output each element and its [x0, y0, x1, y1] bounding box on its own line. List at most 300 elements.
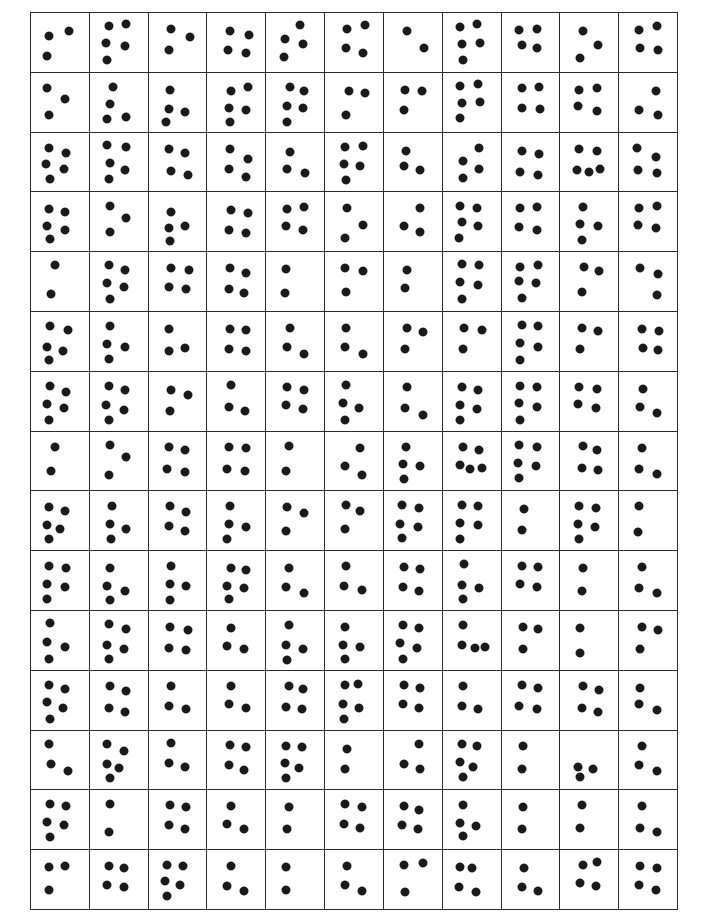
dot-marker	[105, 294, 114, 303]
dot-marker	[103, 55, 112, 64]
dot-marker	[575, 383, 584, 392]
dot-marker	[403, 266, 412, 275]
dot-marker	[518, 803, 527, 812]
dot-cell	[443, 551, 502, 611]
dot-marker	[476, 97, 485, 106]
dot-marker	[474, 280, 483, 289]
dot-cell	[325, 73, 384, 133]
dot-marker	[474, 705, 483, 714]
dot-cell	[619, 13, 678, 73]
dot-marker	[398, 700, 407, 709]
dot-marker	[635, 880, 644, 889]
dot-marker	[225, 26, 234, 35]
dot-cell	[619, 790, 678, 850]
dot-marker	[42, 159, 51, 168]
dot-marker	[651, 885, 660, 894]
dot-marker	[283, 656, 292, 665]
dot-marker	[652, 22, 661, 31]
dot-marker	[636, 645, 645, 654]
dot-cell	[266, 372, 325, 432]
dot-cell	[31, 671, 90, 731]
dot-marker	[343, 24, 352, 33]
dot-marker	[635, 203, 644, 212]
dot-marker	[475, 261, 484, 270]
dot-marker	[342, 380, 351, 389]
dot-marker	[472, 203, 481, 212]
dot-marker	[299, 589, 308, 598]
dot-marker	[637, 622, 646, 631]
dot-marker	[282, 742, 291, 751]
dot-cell	[207, 252, 266, 312]
dot-marker	[458, 55, 467, 64]
dot-marker	[165, 596, 174, 605]
dot-cell	[384, 491, 443, 551]
dot-cell	[384, 551, 443, 611]
dot-marker	[634, 528, 643, 537]
dot-marker	[635, 25, 644, 34]
dot-marker	[164, 701, 173, 710]
dot-marker	[165, 85, 174, 94]
dot-marker	[358, 267, 367, 276]
dot-cell	[502, 611, 561, 671]
dot-cell	[266, 252, 325, 312]
dot-marker	[398, 459, 407, 468]
dot-cell	[90, 192, 149, 252]
dot-marker	[361, 20, 370, 29]
dot-marker	[456, 862, 465, 871]
dot-marker	[458, 174, 467, 183]
dot-marker	[356, 162, 365, 171]
dot-marker	[342, 287, 351, 296]
dot-marker	[517, 41, 526, 50]
dot-marker	[284, 441, 293, 450]
dot-marker	[481, 642, 490, 651]
dot-marker	[44, 31, 53, 40]
dot-marker	[301, 169, 310, 178]
dot-cell	[149, 731, 208, 791]
dot-marker	[104, 703, 113, 712]
dot-cell	[560, 73, 619, 133]
dot-marker	[361, 89, 370, 98]
dot-marker	[399, 162, 408, 171]
dot-marker	[178, 861, 187, 870]
dot-marker	[244, 30, 253, 39]
dot-marker	[515, 701, 524, 710]
dot-marker	[103, 279, 112, 288]
dot-marker	[282, 221, 291, 230]
dot-marker	[298, 103, 307, 112]
dot-cell	[149, 192, 208, 252]
dot-cell	[149, 252, 208, 312]
dot-marker	[531, 279, 540, 288]
dot-marker	[577, 287, 586, 296]
dot-marker	[121, 342, 130, 351]
dot-marker	[103, 140, 112, 149]
dot-marker	[414, 824, 423, 833]
dot-cell	[619, 611, 678, 671]
dot-marker	[282, 862, 291, 871]
dot-marker	[119, 406, 128, 415]
dot-marker	[459, 560, 468, 569]
dot-cell	[266, 671, 325, 731]
dot-marker	[164, 347, 173, 356]
dot-marker	[119, 645, 128, 654]
dot-marker	[517, 321, 526, 330]
dot-cell	[31, 312, 90, 372]
dot-marker	[62, 801, 71, 810]
dot-marker	[638, 343, 647, 352]
dot-marker	[298, 645, 307, 654]
dot-marker	[632, 144, 641, 153]
dot-marker	[652, 469, 661, 478]
dot-marker	[359, 48, 368, 57]
dot-marker	[475, 445, 484, 454]
dot-marker	[415, 703, 424, 712]
dot-marker	[104, 175, 113, 184]
dot-marker	[578, 26, 587, 35]
dot-marker	[416, 565, 425, 574]
dot-marker	[399, 221, 408, 230]
dot-marker	[651, 86, 660, 95]
dot-marker	[45, 322, 54, 331]
dot-cell	[90, 13, 149, 73]
dot-marker	[239, 766, 248, 775]
dot-marker	[61, 642, 70, 651]
dot-marker	[399, 801, 408, 810]
dot-marker	[474, 520, 483, 529]
dot-cell	[90, 671, 149, 731]
dot-cell	[266, 312, 325, 372]
dot-cell	[90, 790, 149, 850]
dot-marker	[471, 822, 480, 831]
dot-marker	[531, 462, 540, 471]
dot-marker	[415, 623, 424, 632]
dot-marker	[515, 276, 524, 285]
dot-marker	[243, 83, 252, 92]
dot-marker	[636, 263, 645, 272]
dot-marker	[242, 444, 251, 453]
dot-marker	[223, 535, 232, 544]
dot-marker	[415, 504, 424, 513]
dot-cell	[266, 731, 325, 791]
dot-marker	[418, 410, 427, 419]
dot-cell	[31, 133, 90, 193]
dot-marker	[167, 207, 176, 216]
dot-marker	[637, 801, 646, 810]
dot-cell	[502, 671, 561, 731]
dot-cell	[207, 13, 266, 73]
dot-marker	[298, 404, 307, 413]
dot-marker	[416, 227, 425, 236]
dot-marker	[224, 700, 233, 709]
dot-cell	[31, 73, 90, 133]
dot-marker	[104, 382, 113, 391]
dot-marker	[401, 345, 410, 354]
dot-marker	[344, 86, 353, 95]
dot-marker	[594, 465, 603, 474]
dot-marker	[181, 148, 190, 157]
dot-marker	[121, 385, 130, 394]
dot-marker	[475, 164, 484, 173]
dot-cell	[266, 13, 325, 73]
dot-marker	[165, 579, 174, 588]
dot-marker	[517, 764, 526, 773]
dot-marker	[224, 46, 233, 55]
dot-cell	[443, 133, 502, 193]
dot-cell	[266, 611, 325, 671]
dot-marker	[654, 46, 663, 55]
dot-marker	[416, 764, 425, 773]
dot-marker	[183, 390, 192, 399]
dot-marker	[108, 501, 117, 510]
dot-cell	[619, 731, 678, 791]
dot-marker	[102, 38, 111, 47]
dot-cell	[266, 551, 325, 611]
dot-marker	[574, 762, 583, 771]
dot-marker	[517, 824, 526, 833]
dot-marker	[239, 288, 248, 297]
dot-marker	[45, 714, 54, 723]
dot-marker	[122, 452, 131, 461]
dot-marker	[576, 773, 585, 782]
dot-marker	[242, 743, 251, 752]
dot-marker	[239, 824, 248, 833]
dot-marker	[283, 164, 292, 173]
dot-marker	[121, 586, 130, 595]
dot-marker	[455, 883, 464, 892]
dot-marker	[578, 860, 587, 869]
dot-marker	[458, 773, 467, 782]
dot-marker	[654, 346, 663, 355]
dot-marker	[401, 888, 410, 897]
dot-marker	[590, 523, 599, 532]
dot-cell	[207, 671, 266, 731]
dot-marker	[59, 821, 68, 830]
dot-cell	[502, 252, 561, 312]
dot-marker	[105, 519, 114, 528]
dot-cell	[325, 192, 384, 252]
dot-marker	[358, 349, 367, 358]
dot-marker	[343, 861, 352, 870]
dot-marker	[417, 86, 426, 95]
dot-marker	[534, 261, 543, 270]
dot-cell	[90, 850, 149, 910]
dot-marker	[105, 596, 114, 605]
dot-marker	[227, 861, 236, 870]
dot-marker	[595, 267, 604, 276]
dot-marker	[61, 583, 70, 592]
dot-marker	[50, 261, 59, 270]
dot-marker	[574, 102, 583, 111]
dot-cell	[560, 13, 619, 73]
dot-marker	[342, 110, 351, 119]
dot-marker	[397, 500, 406, 509]
dot-marker	[164, 821, 173, 830]
dot-marker	[43, 520, 52, 529]
dot-marker	[103, 640, 112, 649]
dot-marker	[584, 168, 593, 177]
dot-marker	[282, 264, 291, 273]
dot-cell	[560, 432, 619, 492]
dot-marker	[243, 154, 252, 163]
dot-cell	[560, 312, 619, 372]
dot-marker	[401, 403, 410, 412]
dot-cell	[325, 731, 384, 791]
dot-marker	[223, 581, 232, 590]
dot-marker	[457, 218, 466, 227]
dot-marker	[532, 43, 541, 52]
dot-cell	[384, 252, 443, 312]
dot-marker	[475, 144, 484, 153]
dot-marker	[104, 654, 113, 663]
dot-marker	[357, 886, 366, 895]
dot-marker	[456, 415, 465, 424]
dot-marker	[224, 595, 233, 604]
dot-cell	[149, 312, 208, 372]
dot-marker	[104, 415, 113, 424]
dot-marker	[295, 763, 304, 772]
dot-marker	[104, 828, 113, 837]
dot-marker	[181, 526, 190, 535]
dot-marker	[518, 622, 527, 631]
dot-marker	[241, 407, 250, 416]
dot-marker	[242, 229, 251, 238]
dot-marker	[167, 24, 176, 33]
dot-marker	[44, 535, 53, 544]
dot-marker	[456, 461, 465, 470]
dot-marker	[634, 165, 643, 174]
dot-marker	[517, 883, 526, 892]
dot-marker	[635, 105, 644, 114]
dot-marker	[44, 415, 53, 424]
dot-marker	[165, 622, 174, 631]
dot-marker	[592, 858, 601, 867]
dot-marker	[281, 35, 290, 44]
dot-cell	[619, 491, 678, 551]
dot-marker	[399, 562, 408, 571]
dot-marker	[457, 98, 466, 107]
dot-marker	[535, 83, 544, 92]
dot-marker	[44, 885, 53, 894]
dot-marker	[356, 823, 365, 832]
dot-cell	[619, 312, 678, 372]
dot-marker	[63, 325, 72, 334]
dot-marker	[224, 164, 233, 173]
dot-marker	[636, 823, 645, 832]
dot-marker	[457, 580, 466, 589]
dot-marker	[418, 328, 427, 337]
dot-marker	[636, 861, 645, 870]
dot-marker	[416, 203, 425, 212]
dot-marker	[576, 54, 585, 63]
dot-cell	[90, 491, 149, 551]
dot-marker	[577, 236, 586, 245]
dot-marker	[59, 403, 68, 412]
dot-marker	[103, 115, 112, 124]
dot-marker	[50, 443, 59, 452]
dot-marker	[44, 862, 53, 871]
dot-marker	[122, 687, 131, 696]
dot-marker	[105, 774, 114, 783]
dot-cell	[443, 671, 502, 731]
dot-cell	[619, 372, 678, 432]
dot-marker	[594, 41, 603, 50]
dot-marker	[285, 83, 294, 92]
dot-marker	[61, 225, 70, 234]
dot-cell	[149, 372, 208, 432]
dot-marker	[341, 622, 350, 631]
dot-marker	[578, 563, 587, 572]
dot-marker	[164, 443, 173, 452]
dot-marker	[283, 102, 292, 111]
dot-marker	[457, 701, 466, 710]
dot-marker	[224, 103, 233, 112]
dot-marker	[182, 285, 191, 294]
dot-marker	[594, 707, 603, 716]
dot-marker	[298, 40, 307, 49]
dot-marker	[532, 402, 541, 411]
dot-marker	[474, 79, 483, 88]
dot-marker	[516, 339, 525, 348]
dot-cell	[207, 790, 266, 850]
dot-marker	[652, 828, 661, 837]
dot-marker	[654, 269, 663, 278]
dot-marker	[595, 685, 604, 694]
dot-marker	[163, 891, 172, 900]
dot-marker	[418, 859, 427, 868]
dot-cell	[90, 73, 149, 133]
dot-cell	[502, 73, 561, 133]
dot-cell	[502, 491, 561, 551]
dot-marker	[456, 818, 465, 827]
dot-marker	[121, 41, 130, 50]
dot-cell	[325, 850, 384, 910]
dot-cell	[502, 192, 561, 252]
dot-marker	[358, 220, 367, 229]
dot-marker	[185, 32, 194, 41]
dot-cell	[207, 850, 266, 910]
dot-marker	[476, 38, 485, 47]
dot-cell	[90, 551, 149, 611]
dot-marker	[44, 355, 53, 364]
dot-marker	[637, 444, 646, 453]
dot-marker	[591, 882, 600, 891]
dot-cell	[90, 372, 149, 432]
dot-marker	[535, 150, 544, 159]
dot-cell	[560, 731, 619, 791]
dot-marker	[227, 623, 236, 632]
dot-marker	[44, 681, 53, 690]
dot-cell	[619, 133, 678, 193]
dot-marker	[419, 43, 428, 52]
dot-marker	[636, 683, 645, 692]
dot-cell	[384, 432, 443, 492]
dot-marker	[102, 401, 111, 410]
dot-marker	[284, 621, 293, 630]
dot-marker	[225, 324, 234, 333]
dot-marker	[652, 291, 661, 300]
dot-marker	[224, 443, 233, 452]
dot-marker	[401, 284, 410, 293]
dot-cell	[325, 432, 384, 492]
dot-marker	[654, 626, 663, 635]
dot-marker	[44, 739, 53, 748]
dot-cell	[207, 133, 266, 193]
dot-marker	[164, 522, 173, 531]
dot-marker	[534, 170, 543, 179]
dot-marker	[104, 354, 113, 363]
dot-marker	[224, 519, 233, 528]
